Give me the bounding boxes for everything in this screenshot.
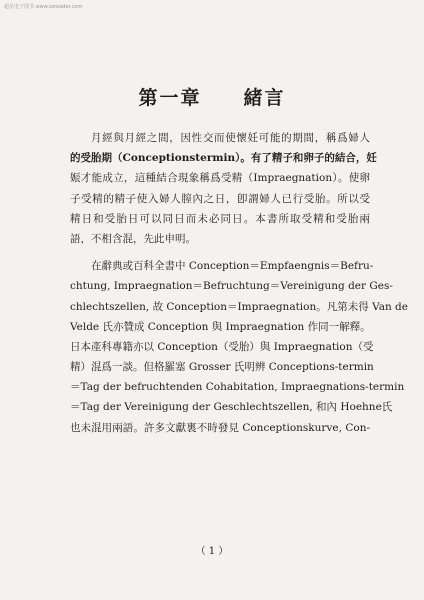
text-line: 語，不相含混，先此申明。 — [70, 232, 196, 245]
chapter-number: 第一章 — [138, 87, 202, 109]
text-line: 的受胎期（Conceptionstermin）。有了精子和卵子的結合，妊 — [70, 152, 377, 165]
text-line: 精日和受胎日可以同日而未必同日。本書所取受精和受胎兩 — [70, 212, 370, 225]
text-line: 子受精的精子使入婦人膣內之日，卽謂婦人已行受胎。所以受 — [70, 192, 370, 205]
text-line: 精）混爲一談。但格羅塞 Grosser 氏明辨 Conceptions-termin — [70, 361, 374, 374]
text-line: chlechtszellen, 故 Conception＝Impraegnation。凡第未得 Van de — [70, 300, 408, 313]
text-line: chtung, Impraegnation＝Befruchtung＝Vereinigung der Ges- — [70, 280, 393, 293]
text-line: 在辭典或百科全書中 Conception＝Empfaengnis＝Befru- — [91, 260, 374, 273]
text-line: ＝Tag der Vereinigung der Geschlechtszellen, 和內 Hoehne氏 — [70, 401, 393, 414]
text-line: 也未混用兩語。許多文獻裏不時發見 Conceptionskurve, Con- — [70, 421, 370, 434]
text-line: 日本產科專籍亦以 Conception（受胎）與 Impraegnation（受 — [70, 340, 374, 353]
text-line: ＝Tag der befruchtenden Cohabitation, Impraegnations-termin — [70, 381, 405, 394]
page-number: （ 1 ） — [195, 546, 229, 557]
chapter-title: 緒言 — [243, 87, 286, 109]
body-text — [70, 128, 408, 438]
chapter-heading — [0, 83, 424, 110]
text-line: Velde 氏亦贊成 Conception 與 Impraegnation 作同一解釋。 — [70, 320, 371, 333]
text-line: 娠才能成立，這種結合現象稱爲受精（Impraegnation）。使卵 — [70, 172, 370, 185]
text-line: 月經與月經之間，因性交而使懷妊可能的期間，稱爲婦人 — [91, 132, 370, 144]
watermark: 超星电子图书 www.ssreader.com — [4, 4, 83, 10]
